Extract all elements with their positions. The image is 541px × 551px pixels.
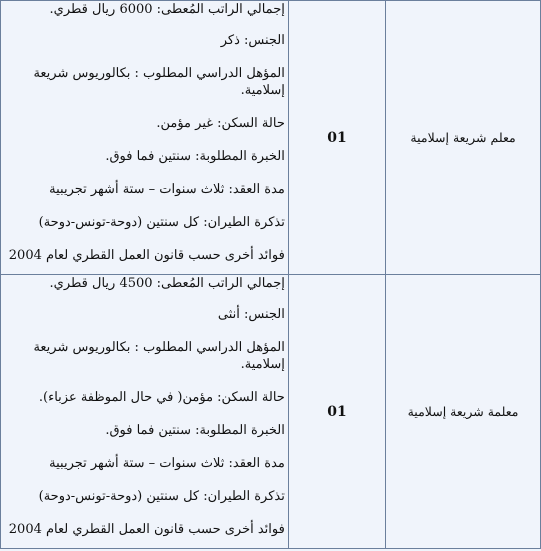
job-details-cell: [1, 1, 289, 275]
benefits-text: فوائد أخرى حسب قانون العمل القطري لعام 2004: [8, 248, 285, 263]
housing-text: حالة السكن: مؤمن( في حال الموظفة عزباء).: [38, 390, 285, 405]
experience-text: الخبرة المطلوبة: سنتين فما فوق.: [105, 423, 285, 438]
table-row: [1, 1, 541, 275]
job-title-cell: معلمة شريعة إسلامية: [386, 275, 541, 549]
ticket-text: تذكرة الطيران: كل سنتين (دوحة-تونس-دوحة): [38, 489, 285, 504]
table-row: [1, 275, 541, 549]
contract-text: مدة العقد: ثلاث سنوات – ستة أشهر تجريبية: [49, 182, 285, 197]
job-title-cell: معلم شريعة إسلامية: [386, 1, 541, 275]
housing-text: حالة السكن: غير مؤمن.: [156, 116, 285, 131]
qualification-text-cont: إسلامية.: [240, 83, 285, 98]
ticket-text: تذكرة الطيران: كل سنتين (دوحة-تونس-دوحة): [38, 215, 285, 230]
gender-text: الجنس: ذكر: [220, 33, 285, 48]
job-details-cell: [1, 275, 289, 549]
salary-text: إجمالي الراتب المُعطى: 6000 ريال قطري.: [49, 2, 285, 17]
experience-text: الخبرة المطلوبة: سنتين فما فوق.: [105, 149, 285, 164]
qualification-text: المؤهل الدراسي المطلوب : بكالوريوس شريعة: [33, 66, 285, 81]
contract-text: مدة العقد: ثلاث سنوات – ستة أشهر تجريبية: [49, 456, 285, 471]
positions-count-cell: 01: [288, 275, 385, 549]
gender-text: الجنس: أنثى: [217, 307, 285, 322]
qualification-text: المؤهل الدراسي المطلوب : بكالوريوس شريعة: [33, 340, 285, 355]
positions-count-cell: 01: [288, 1, 385, 275]
benefits-text: فوائد أخرى حسب قانون العمل القطري لعام 2004: [8, 522, 285, 537]
salary-text: إجمالي الراتب المُعطى: 4500 ريال قطري.: [49, 276, 285, 291]
qualification-text-cont: إسلامية.: [240, 357, 285, 372]
